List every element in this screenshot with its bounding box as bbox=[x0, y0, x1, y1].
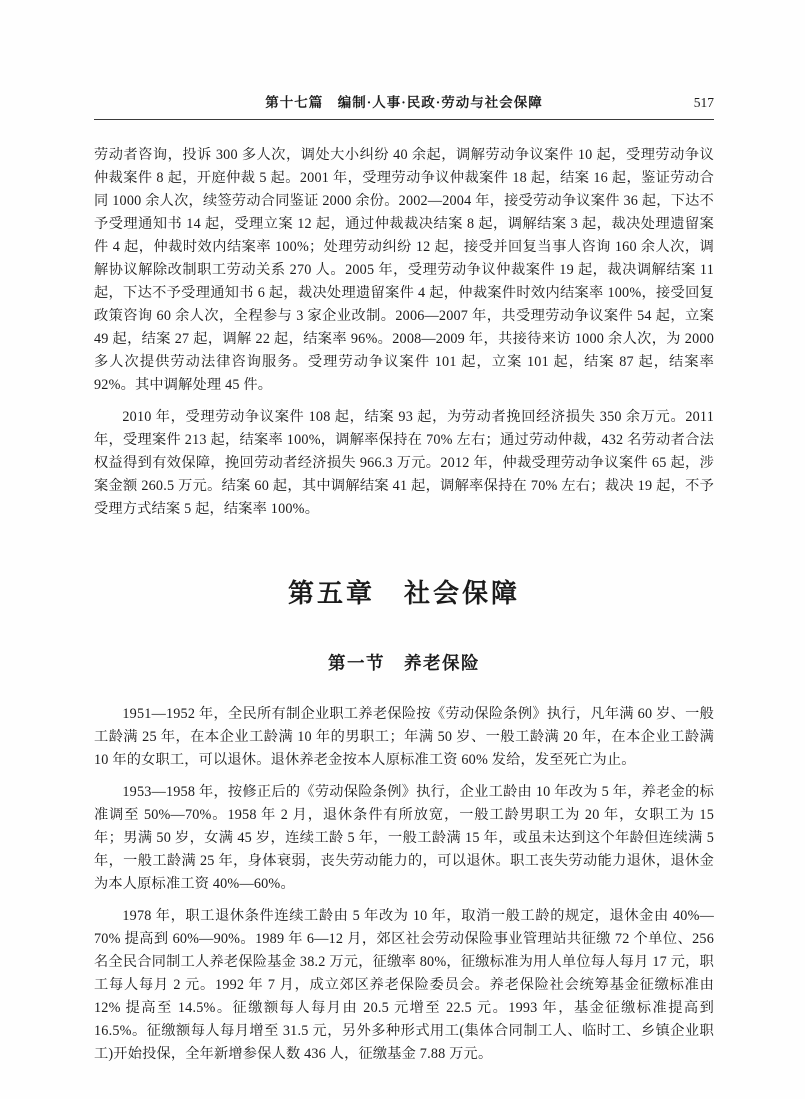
section-paragraph: 1978 年，职工退休条件连续工龄由 5 年改为 10 年，取消一般工龄的规定，退休金由 40%—70% 提高到 60%—90%。1989 年 6—12 月，郊区社会劳动保险事业管理站共征缴 72 个单位、256 名全民合同制工人养老保险基金 38.2 万元，征缴率 80%，征缴标准为用人单位每人每月 17 元，职工每人每月 2 元。1992 年 7 月，成立郊区养老保险委员会。养老保险社会统筹基金征缴标准由 12% 提高至 14.5%。征缴额每人每月由 20.5 元增至 22.5 元。1993 年，基金征缴标准提高到 16.5%。征缴额每人每月增至 31.5 元，另外多种形式用工(集体合同制工人、临时工、乡镇企业职工)开始投保，全年新增参保人数 436 人，征缴基金 7.88 万元。 bbox=[94, 908, 714, 1062]
section-paragraph: 1953—1958 年，按修正后的《劳动保险条例》执行，企业工龄由 10 年改为 5 年，养老金的标准调至 50%—70%。1958 年 2 月，退休条件有所放宽，一般工龄男职工为 20 年，女职工为 15 年；男满 50 岁，女满 45 岁，连续工龄 5 年，一般工龄满 15 年，或虽未达到这个年龄但连续满 5 年，一般工龄满 25 年，身体衰弱，丧失劳动能力的，可以退休。职工丧失劳动能力退休，退休金为本人原标准工资 40%—60%。 bbox=[94, 784, 714, 892]
intro-paragraph-continued: 劳动者咨询，投诉 300 多人次，调处大小纠纷 40 余起，调解劳动争议案件 10 起，受理劳动争议仲裁案件 8 起，开庭仲裁 5 起。2001 年，受理劳动争议仲裁案件 18 起，结案 16 起，鉴证劳动合同 1000 余人次，续签劳动合同鉴证 2000 余份。2002—2004 年，接受劳动争议案件 36 起，下达不予受理通知书 14 起，受理立案 12 起，通过仲裁裁决结案 8 起，调解结案 3 起，裁决处理遗留案件 4 起，仲裁时效内结案率 100%；处理劳动纠纷 12 起，接受并回复当事人咨询 160 余人次，调解协议解除改制职工劳动关系 270 人。2005 年，受理劳动争议仲裁案件 19 起，裁决调解结案 11 起，下达不予受理通知书 6 起，裁决处理遗留案件 4 起，仲裁案件时效内结案率 100%，接受回复政策咨询 60 余人次，全程参与 3 家企业改制。2006—2007 年，共受理劳动争议案件 54 起，立案 49 起，结案 27 起，调解 22 起，结案率 96%。2008—2009 年，共接待来访 1000 余人次，为 2000 多人次提供劳动法律咨询服务。受理劳动争议案件 101 起，立案 101 起，结案 87 起，结案率 92%。其中调解处理 45 件。 bbox=[94, 147, 714, 393]
running-header bbox=[94, 94, 714, 120]
section-paragraph: 1951—1952 年，全民所有制企业职工养老保险按《劳动保险条例》执行，凡年满 60 岁、一般工龄满 25 年，在本企业工龄满 10 年的男职工；年满 50 岁、一般工龄满 20 年，在本企业工龄满 10 年的女职工，可以退休。退休养老金按本人原标准工资 60% 发给，发至死亡为止。 bbox=[94, 706, 714, 768]
body-text bbox=[94, 144, 714, 1066]
intro-paragraph: 2010 年，受理劳动争议案件 108 起，结案 93 起，为劳动者挽回经济损失 350 余万元。2011 年，受理案件 213 起，结案率 100%，调解率保持在 70% 左右；通过劳动仲裁，432 名劳动者合法权益得到有效保障，挽回劳动者经济损失 966.3 万元。2012 年，仲裁受理劳动争议案件 65 起，涉案金额 260.5 万元。结案 60 起，其中调解结案 41 起，调解率保持在 70% 左右；裁决 19 起，不予受理方式结案 5 起，结案率 100%。 bbox=[94, 409, 714, 517]
chapter-heading: 第五章 社会保障 bbox=[287, 579, 520, 608]
section-heading: 第一节 养老保险 bbox=[328, 653, 480, 673]
running-header-title: 第十七篇 编制·人事·民政·劳动与社会保障 bbox=[265, 95, 543, 110]
text-block bbox=[94, 94, 714, 1075]
page-number: 517 bbox=[693, 95, 714, 110]
